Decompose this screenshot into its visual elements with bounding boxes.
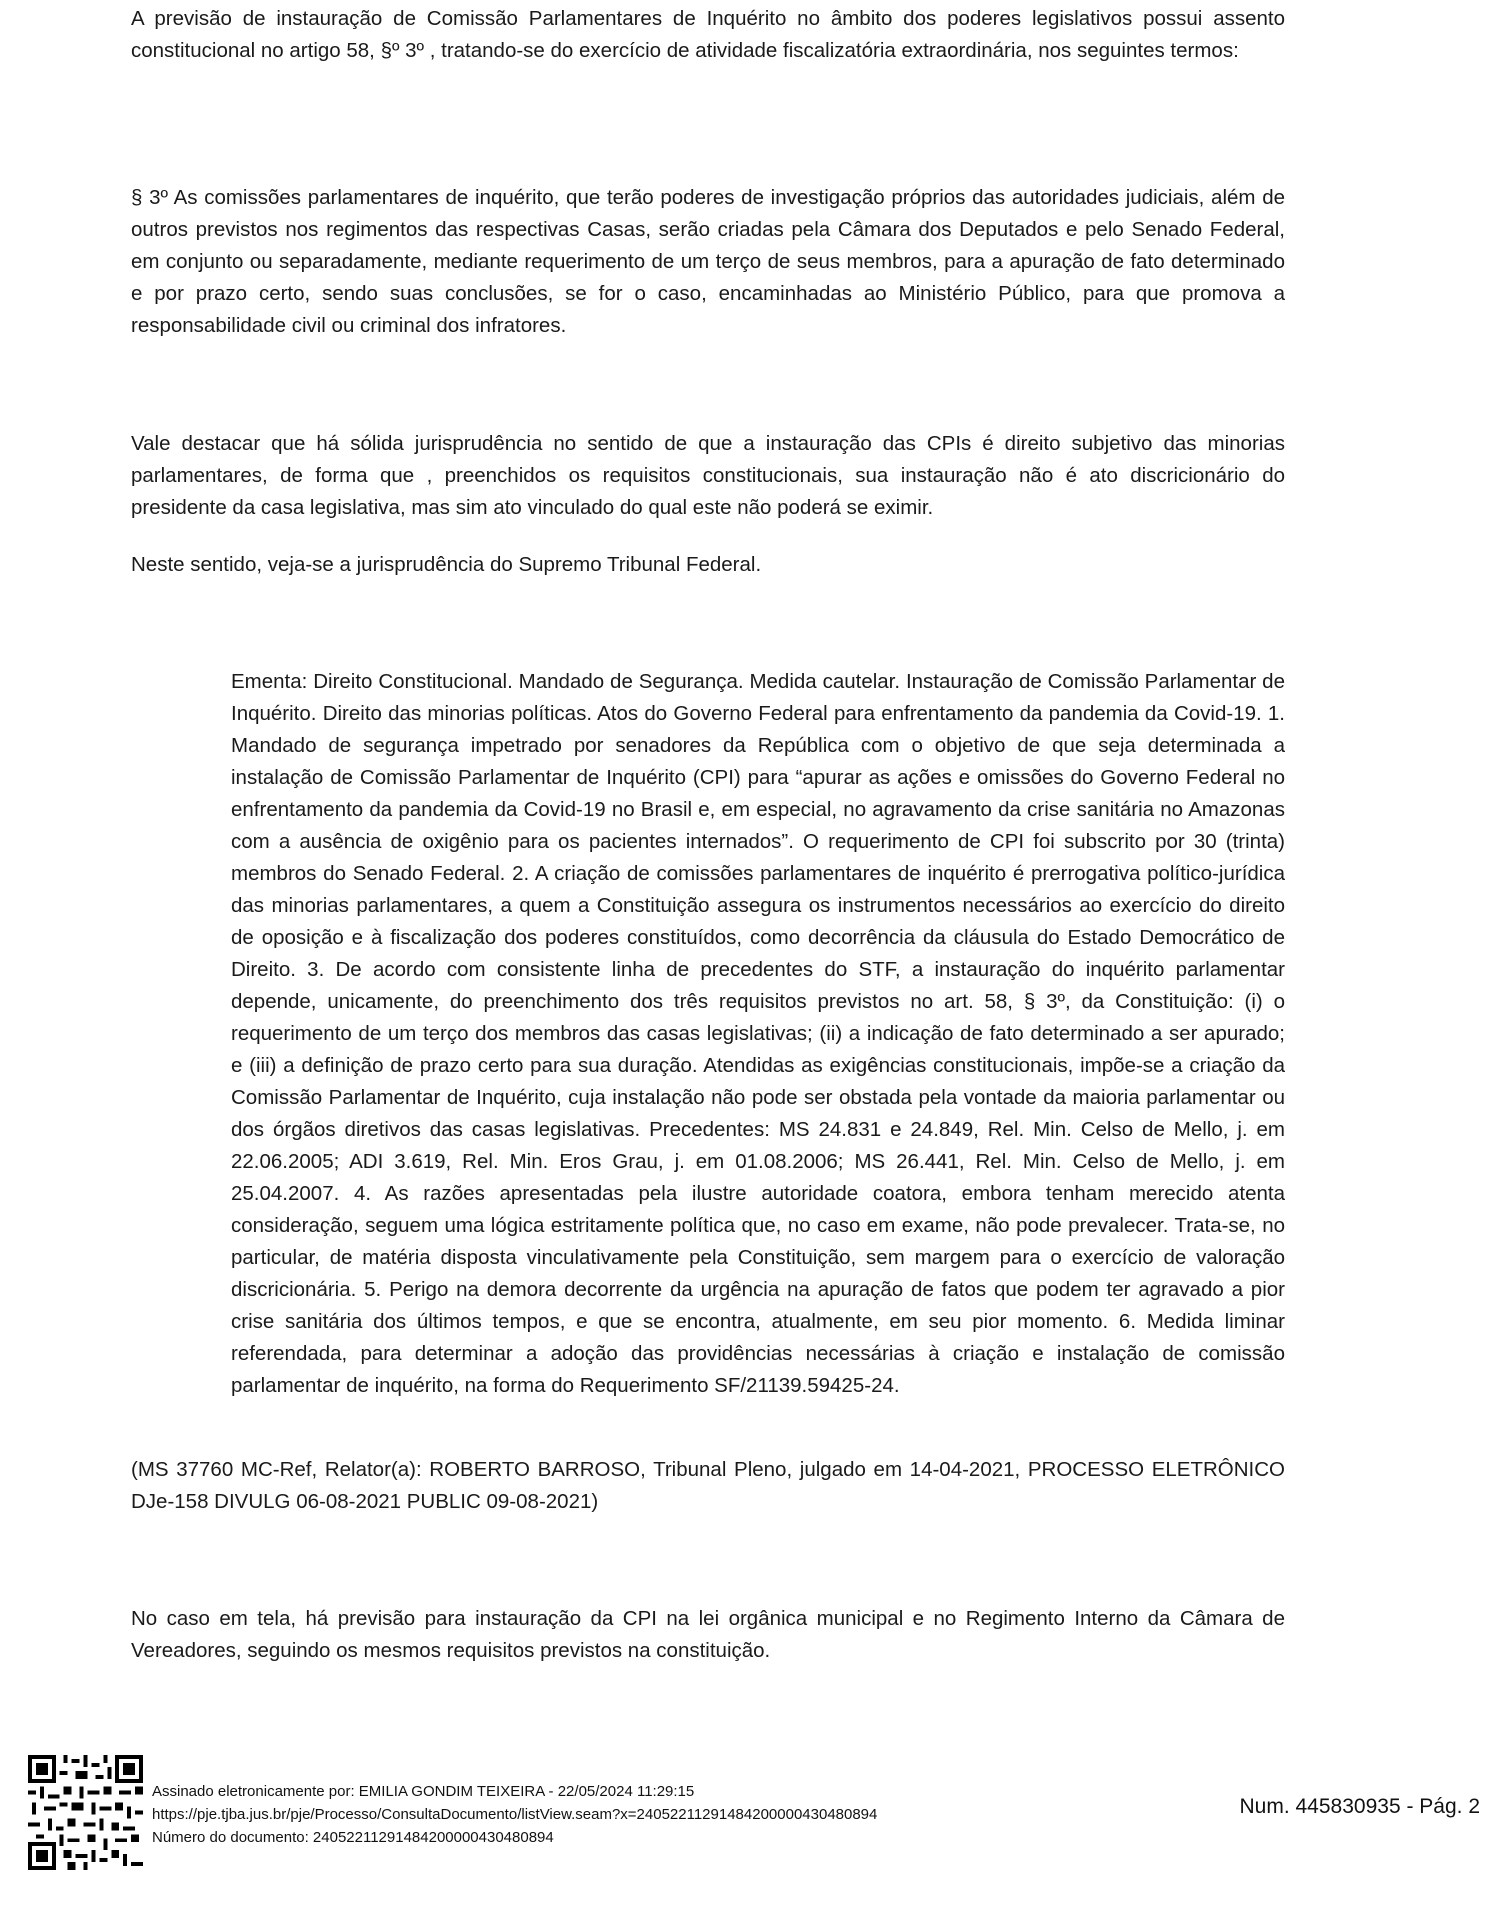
document-number: Número do documento: 24052211291484200000430480894 [152,1829,554,1846]
document-url-link[interactable]: https://pje.tjba.jus.br/pje/Processo/ConsultaDocumento/listView.seam?x=24052211291484200000430480894 [152,1806,878,1823]
case-citation: (MS 37760 MC-Ref, Relator(a): ROBERTO BARROSO, Tribunal Pleno, julgado em 14-04-2021, PROCESSO ELETRÔNICO DJe-158 DIVULG 06-08-2021 PUBLIC 09-08-2021) [131,1458,1285,1513]
paragraph-stf-intro: Neste sentido, veja-se a jurisprudência do Supremo Tribunal Federal. [131,553,762,576]
ementa-block-quote: Ementa: Direito Constitucional. Mandado de Segurança. Medida cautelar. Instauração de Comissão Parlamentar de Inquérito. Direito das minorias políticas. Atos do Governo Federal para enfrentamento da pandemia da Covid-19. 1. Mandado de segurança impetrado por senadores da República com o objetivo de que seja determinada a instalação de Comissão Parlamentar de Inquérito (CPI) para “apurar as ações e omissões do Governo Federal no enfrentamento da pandemia da Covid-19 no Brasil e, em especial, no agravamento da crise sanitária no Amazonas com a ausência de oxigênio para os pacientes internados”. O requerimento de CPI foi subscrito por 30 (trinta) membros do Senado Federal. 2. A criação de comissões parlamentares de inquérito é prerrogativa político-jurídica das minorias parlamentares, a quem a Constituição assegura os instrumentos necessários ao exercício do direito de oposição e à fiscalização dos poderes constituídos, como decorrência da cláusula do Estado Democrático de Direito. 3. De acordo com consistente linha de precedentes do STF, a instauração do inquérito parlamentar depende, unicamente, do preenchimento dos três requisitos previstos no art. 58, § 3º, da Constituição: (i) o requerimento de um terço dos membros das casas legislativas; (ii) a indicação de fato determinado a ser apurado; e (iii) a definição de prazo certo para sua duração. Atendidas as exigências constitucionais, impõe-se a criação da Comissão Parlamentar de Inquérito, cuja instalação não pode ser obstada pela vontade da maioria parlamentar ou dos órgãos diretivos das casas legislativas. Precedentes: MS 24.831 e 24.849, Rel. Min. Celso de Mello, j. em 22.06.2005; ADI 3.619, Rel. Min. Eros Grau, j. em 01.08.2006; MS 26.441, Rel. Min. Celso de Mello, j. em 25.04.2007. 4. As razões apresentadas pela ilustre autoridade coatora, embora tenham merecido atenta consideração, seguem uma lógica estritamente política que, no caso em exame, não pode prevalecer. Trata-se, no particular, de matéria disposta vinculativamente pela Constituição, sem margem para o exercício de valoração discricionária. 5. Perigo na demora decorrente da urgência na apuração de fatos que podem ter agravado a pior crise sanitária dos últimos tempos, e que se encontra, atualmente, em seu pior momento. 6. Medida liminar referendada, para determinar a adoção das providências necessárias à criação e instalação de comissão parlamentar de inquérito, na forma do Requerimento SF/21139.59425-24. [231,670,1285,1397]
paragraph-intro: A previsão de instauração de Comissão Parlamentares de Inquérito no âmbito dos poderes legislativos possui assento constitucional no artigo 58, §º 3º , tratando-se do exercício de atividade fiscalizatória extraordinária, nos seguintes termos: [131,7,1285,62]
qr-code-icon [28,1755,143,1870]
paragraph-constitution-quote: § 3º As comissões parlamentares de inquérito, que terão poderes de investigação próprios das autoridades judiciais, além de outros previstos nos regimentos das respectivas Casas, serão criadas pela Câmara dos Deputados e pelo Senado Federal, em conjunto ou separadamente, mediante requerimento de um terço de seus membros, para a apuração de fato determinado e por prazo certo, sendo suas conclusões, se for o caso, encaminhadas ao Ministério Público, para que promova a responsabilidade civil ou criminal dos infratores. [131,186,1285,337]
paragraph-conclusion: No caso em tela, há previsão para instauração da CPI na lei orgânica municipal e no Regimento Interno da Câmara de Vereadores, seguindo os mesmos requisitos previstos na constituição. [131,1607,1285,1662]
signature-footer [152,1780,877,1849]
page-reference: Num. 445830935 - Pág. 2 [1239,1795,1480,1818]
paragraph-jurisprudence: Vale destacar que há sólida jurisprudência no sentido de que a instauração das CPIs é direito subjetivo das minorias parlamentares, de forma que , preenchidos os requisitos constitucionais, sua instauração não é ato discricionário do presidente da casa legislativa, mas sim ato vinculado do qual este não poderá se eximir. [131,432,1285,519]
signature-line: Assinado eletronicamente por: EMILIA GONDIM TEIXEIRA - 22/05/2024 11:29:15 [152,1783,695,1800]
